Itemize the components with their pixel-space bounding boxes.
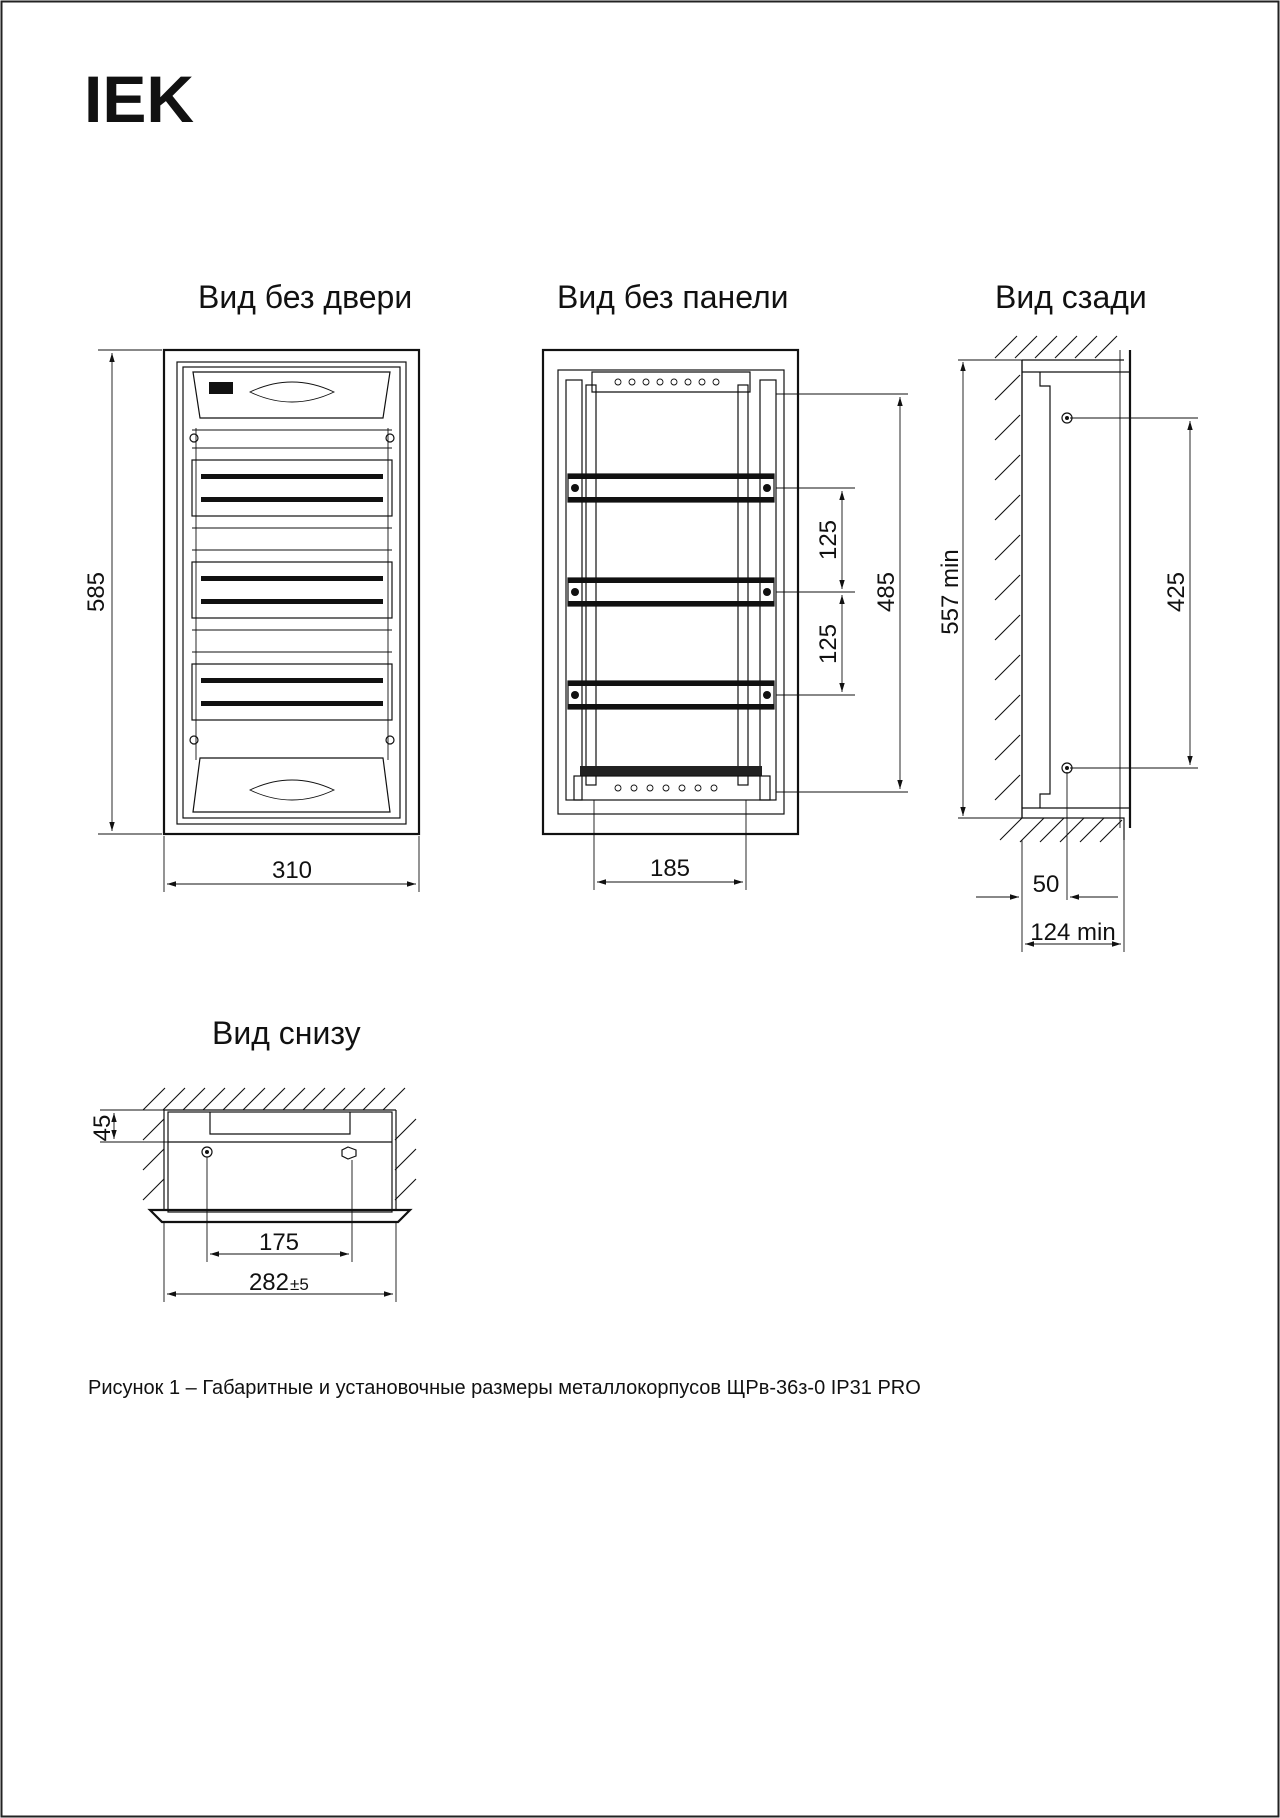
dim-tolerance-label: ±5 <box>290 1275 309 1294</box>
rear-panel <box>1022 350 1130 828</box>
top-cover <box>193 372 390 418</box>
dim-niche-height-557 <box>937 360 1022 818</box>
figure-caption: Рисунок 1 – Габаритные и установочные размеры металлокорпусов ЩРв-36з-0 IP31 PRO <box>88 1377 921 1399</box>
dim-label-50: 50 <box>1032 871 1060 898</box>
view-title-bottom: Вид снизу <box>212 1015 361 1051</box>
dim-niche-depth-124 <box>1025 919 1121 946</box>
view-front-no-panel <box>543 279 908 890</box>
wall-hatching <box>995 336 1124 842</box>
sheet-frame <box>2 2 1279 1817</box>
view-title-rear: Вид сзади <box>995 279 1147 315</box>
view-rear <box>937 279 1198 952</box>
dim-label-557-min: 557 min <box>937 549 964 635</box>
view-bottom <box>89 1015 416 1302</box>
module-rows <box>192 428 392 760</box>
wall-hatching-bottom <box>143 1088 416 1200</box>
dim-label-45: 45 <box>89 1114 116 1142</box>
logo-text: IEK <box>84 62 195 136</box>
dim-label-125-lower: 125 <box>815 623 842 665</box>
top-mounting-bar <box>592 372 750 392</box>
dim-height-585 <box>83 350 162 834</box>
dim-width-310 <box>164 836 419 892</box>
din-rails <box>568 474 774 709</box>
dim-label-124-min: 124 min <box>1030 919 1116 946</box>
view-title-front-no-door: Вид без двери <box>198 279 413 315</box>
dim-label-185: 185 <box>649 855 691 882</box>
dim-label-585: 585 <box>83 571 110 613</box>
dim-depth-45 <box>89 1110 168 1142</box>
dim-label-125-upper: 125 <box>815 519 842 561</box>
cabinet-outline <box>164 350 419 834</box>
dim-holes-425 <box>1070 418 1198 768</box>
dim-label-282: 282 <box>248 1269 289 1296</box>
dim-mount-height-485 <box>873 397 900 789</box>
dim-label-425: 425 <box>1163 571 1190 613</box>
view-title-front-no-panel: Вид без панели <box>557 279 789 315</box>
dim-label-175: 175 <box>258 1229 300 1256</box>
vertical-supports <box>566 380 776 800</box>
terminal-block <box>574 766 770 800</box>
bottom-body <box>150 1110 410 1222</box>
bottom-cover <box>193 758 390 812</box>
dim-label-485: 485 <box>873 571 900 613</box>
view-front-no-door <box>83 279 419 892</box>
fastener-clips <box>190 434 394 744</box>
dim-label-310: 310 <box>271 857 313 884</box>
iek-logo <box>84 62 194 136</box>
